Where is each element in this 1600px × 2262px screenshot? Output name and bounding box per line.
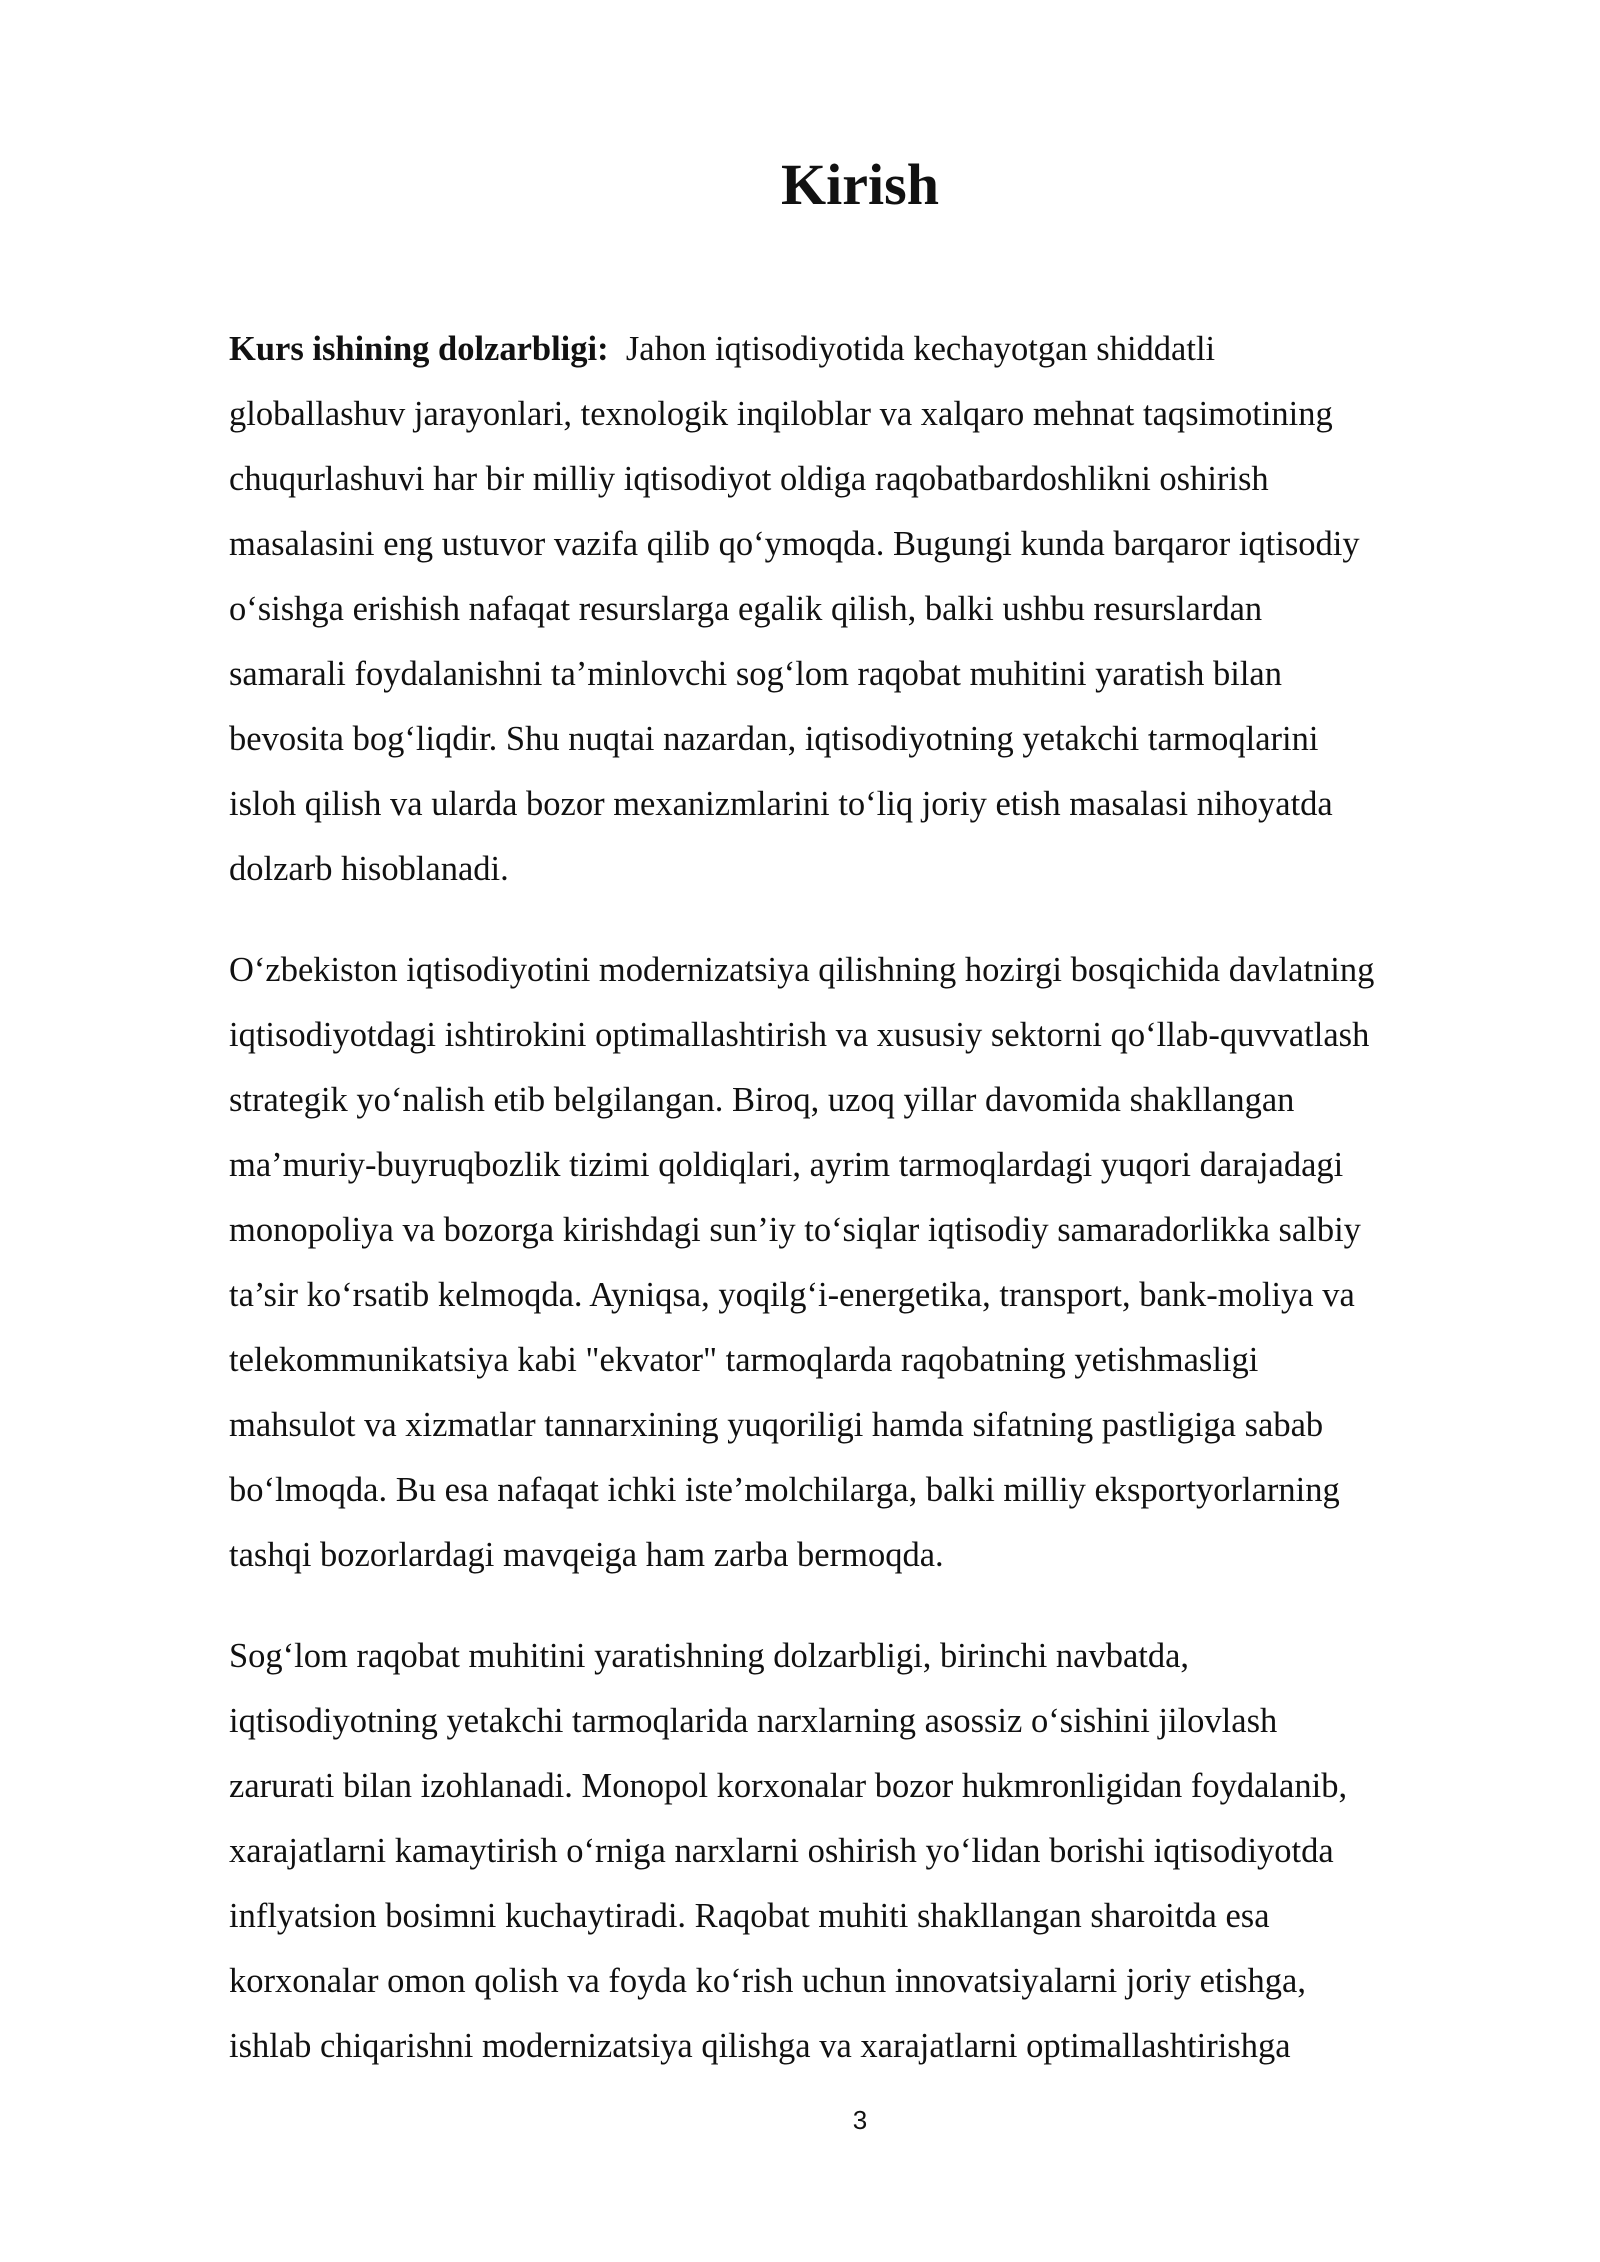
text-line: strategik yo‘nalish etib belgilangan. Biroq, uzoq yillar davomida shakllangan [229,1081,1295,1119]
page-title: Kirish [781,152,939,217]
text-line: xarajatlarni kamaytirish o‘rniga narxlarni oshirish yo‘lidan borishi iqtisodiyotda [229,1832,1334,1870]
text-line: ishlab chiqarishni modernizatsiya qilishga va xarajatlarni optimallashtirishga [229,2027,1291,2065]
text-line-content: Jahon iqtisodiyotida kechayotgan shiddatli [625,330,1216,368]
text-line: iqtisodiyotning yetakchi tarmoqlarida narxlarning asossiz o‘sishini jilovlash [229,1702,1278,1740]
text-line: O‘zbekiston iqtisodiyotini modernizatsiya qilishning hozirgi bosqichida davlatning [229,951,1375,989]
text-line: samarali foydalanishni ta’minlovchi sog‘lom raqobat muhitini yaratish bilan [229,655,1282,693]
document-body [229,317,1524,2115]
text-line: globallashuv jarayonlari, texnologik inqiloblar va xalqaro mehnat taqsimotining [229,395,1333,433]
text-line: o‘sishga erishish nafaqat resurslarga egalik qilish, balki ushbu resurslardan [229,590,1263,628]
text-line: telekommunikatsiya kabi "ekvator" tarmoqlarda raqobatning yetishmasligi [229,1341,1259,1379]
text-line: bevosita bog‘liqdir. Shu nuqtai nazardan, iqtisodiyotning yetakchi tarmoqlarini [229,720,1319,758]
text-line: zarurati bilan izohlanadi. Monopol korxonalar bozor hukmronligidan foydalanib, [229,1767,1348,1805]
text-line: mahsulot va xizmatlar tannarxining yuqoriligi hamda sifatning pastligiga sabab [229,1406,1324,1444]
paragraph-relevance [229,317,1524,902]
text-line: chuqurlashuvi har bir milliy iqtisodiyot oldiga raqobatbardoshlikni oshirish [229,460,1269,498]
text-line: tashqi bozorlardagi mavqeiga ham zarba bermoqda. [229,1536,944,1574]
text-line: masalasini eng ustuvor vazifa qilib qo‘ymoqda. Bugungi kunda barqaror iqtisodiy [229,525,1360,563]
text-line: isloh qilish va ularda bozor mexanizmlarini to‘liq joriy etish masalasi nihoyatda [229,785,1333,823]
page-number: 3 [852,2105,868,2135]
text-line: Sog‘lom raqobat muhitini yaratishning dolzarbligi, birinchi navbatda, [229,1637,1190,1675]
text-line [229,317,1524,382]
text-line: bo‘lmoqda. Bu esa nafaqat ichki iste’molchilarga, balki milliy eksportyorlarning [229,1471,1340,1509]
text-line: dolzarb hisoblanadi. [229,850,509,888]
text-line: korxonalar omon qolish va foyda ko‘rish uchun innovatsiyalarni joriy etishga, [229,1962,1306,2000]
paragraph-competition [229,1624,1524,2079]
text-line: ta’sir ko‘rsatib kelmoqda. Ayniqsa, yoqilg‘i-energetika, transport, bank-moliya va [229,1276,1355,1314]
text-line: monopoliya va bozorga kirishdagi sun’iy to‘siqlar iqtisodiy samaradorlikka salbiy [229,1211,1361,1249]
text-line: iqtisodiyotdagi ishtirokini optimallashtirish va xususiy sektorni qo‘llab-quvvatlash [229,1016,1370,1054]
paragraph-uzbekistan [229,938,1524,1588]
text-line: ma’muriy-buyruqbozlik tizimi qoldiqlari, ayrim tarmoqlardagi yuqori darajadagi [229,1146,1344,1184]
text-line: inflyatsion bosimni kuchaytiradi. Raqobat muhiti shakllangan sharoitda esa [229,1897,1270,1935]
lead-label: Kurs ishining dolzarbligi: [229,330,609,368]
